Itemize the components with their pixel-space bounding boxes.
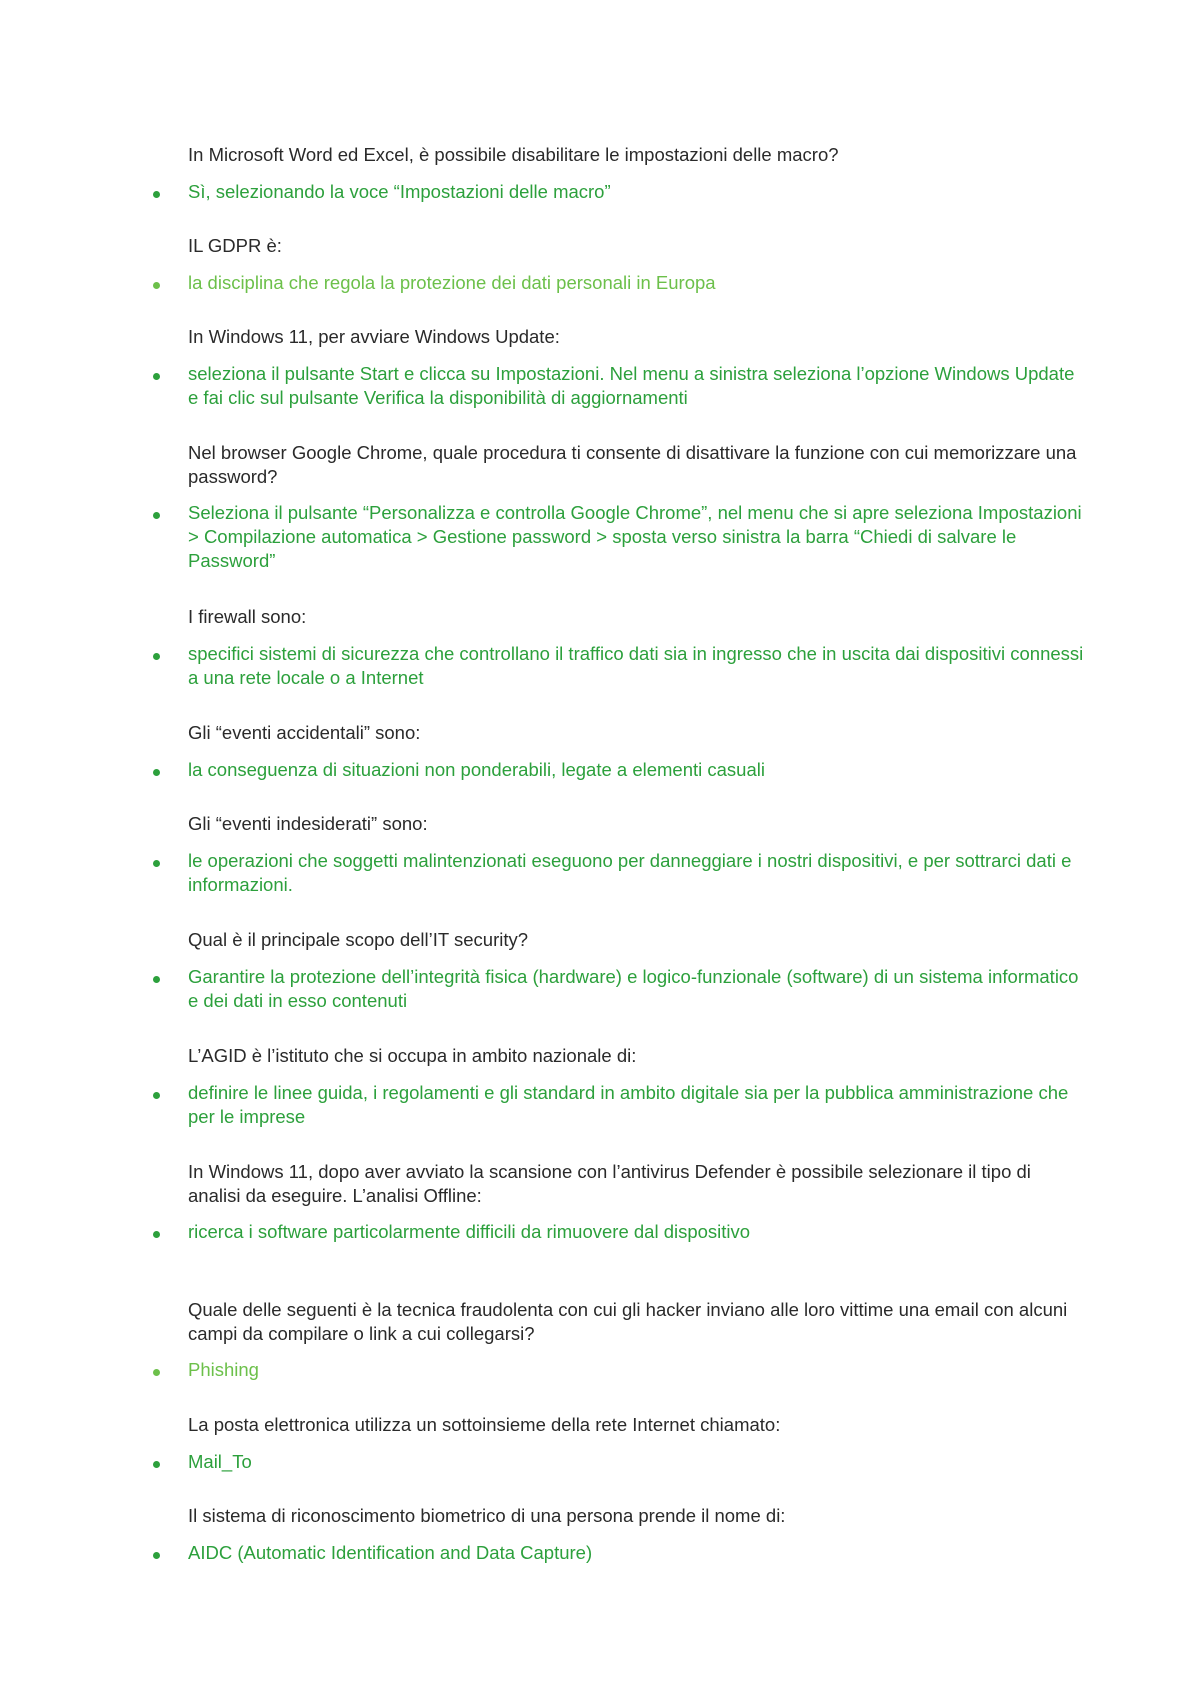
- question-text: La posta elettronica utilizza un sottoinsieme della rete Internet chiamato:: [188, 1414, 781, 1435]
- answer-text: seleziona il pulsante Start e clicca su Impostazioni. Nel menu a sinistra seleziona l’opzione Windows Update e fai clic sul pulsante Verifica la disponibilità di aggiornamenti: [188, 363, 1075, 408]
- bullet-icon: [153, 976, 160, 983]
- bullet-icon: [153, 860, 160, 867]
- answer-text: Garantire la protezione dell’integrità fisica (hardware) e logico-funzionale (software) di un sistema informatico e dei dati in esso contenuti: [188, 966, 1079, 1011]
- answer-text: Sì, selezionando la voce “Impostazioni delle macro”: [188, 181, 611, 202]
- bullet-icon: [153, 1092, 160, 1099]
- answer-text: definire le linee guida, i regolamenti e gli standard in ambito digitale sia per la pubblica amministrazione che per le imprese: [188, 1082, 1069, 1127]
- bullet-icon: [153, 1369, 160, 1376]
- answer-text: Seleziona il pulsante “Personalizza e controlla Google Chrome”, nel menu che si apre seleziona Impostazioni > Compilazione automatica > Gestione password > sposta verso sinistra la barra “Chiedi di salvare le Password”: [188, 502, 1082, 571]
- answer-text: specifici sistemi di sicurezza che controllano il traffico dati sia in ingresso che in uscita dai dispositivi connessi a una rete locale o a Internet: [188, 643, 1084, 688]
- answer-text: AIDC (Automatic Identification and Data Capture): [188, 1542, 593, 1563]
- question-text: In Microsoft Word ed Excel, è possibile disabilitare le impostazioni delle macro?: [188, 144, 839, 165]
- question-text: L’AGID è l’istituto che si occupa in ambito nazionale di:: [188, 1045, 637, 1066]
- bullet-icon: [153, 1231, 160, 1238]
- bullet-icon: [153, 282, 160, 289]
- answer-text: le operazioni che soggetti malintenzionati eseguono per danneggiare i nostri dispositivi, e per sottrarci dati e informazioni.: [188, 850, 1072, 895]
- answer-text: la disciplina che regola la protezione dei dati personali in Europa: [188, 272, 716, 293]
- question-text: Nel browser Google Chrome, quale procedura ti consente di disattivare la funzione con cui memorizzare una password?: [188, 442, 1077, 487]
- bullet-icon: [153, 512, 160, 519]
- question-text: In Windows 11, per avviare Windows Update:: [188, 326, 560, 347]
- question-text: Il sistema di riconoscimento biometrico di una persona prende il nome di:: [188, 1505, 786, 1526]
- question-text: Gli “eventi accidentali” sono:: [188, 722, 421, 743]
- question-text: Gli “eventi indesiderati” sono:: [188, 813, 428, 834]
- bullet-icon: [153, 191, 160, 198]
- answer-text: Mail_To: [188, 1451, 252, 1472]
- answer-text: Phishing: [188, 1359, 259, 1380]
- question-text: IL GDPR è:: [188, 235, 282, 256]
- question-text: Quale delle seguenti è la tecnica fraudolenta con cui gli hacker inviano alle loro vittime una email con alcuni campi da compilare o link a cui collegarsi?: [188, 1299, 1068, 1344]
- bullet-icon: [153, 769, 160, 776]
- question-text: In Windows 11, dopo aver avviato la scansione con l’antivirus Defender è possibile selezionare il tipo di analisi da eseguire. L’analisi Offline:: [188, 1161, 1031, 1206]
- question-text: Qual è il principale scopo dell’IT security?: [188, 929, 529, 950]
- bullet-icon: [153, 1552, 160, 1559]
- bullet-icon: [153, 373, 160, 380]
- answer-text: la conseguenza di situazioni non ponderabili, legate a elementi casuali: [188, 759, 765, 780]
- bullet-icon: [153, 1461, 160, 1468]
- answer-text: ricerca i software particolarmente difficili da rimuovere dal dispositivo: [188, 1221, 751, 1242]
- bullet-icon: [153, 653, 160, 660]
- question-text: I firewall sono:: [188, 606, 307, 627]
